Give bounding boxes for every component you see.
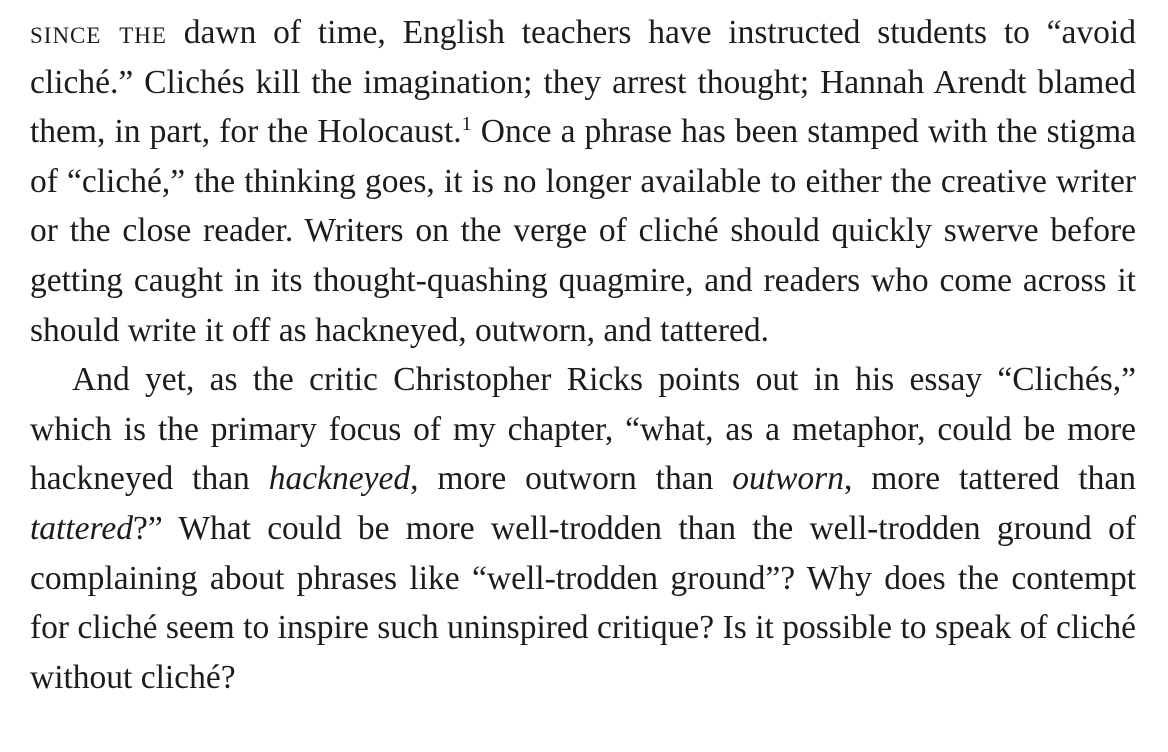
paragraph-1-text-2: Once a phrase has been stamped with the stigma of “cliché,” the thinking goes, it is no longer available to either the creative writer or the close reader. Writers on the verge of cliché should quickly swerve before getting caught in its thought-quashing quagmire, and readers who come across it should write it off as hackneyed, outworn, and tattered. [30,113,1136,349]
paragraph-2-text-3: , more tattered than [843,460,1136,498]
paragraph-2-text-1: And yet, as the critic Christopher Ricks points out in his essay “Clichés,” which is the primary focus of my chapter, “what, as a metaphor, could be more hackneyed than [30,361,1136,498]
footnote-reference: 1 [461,113,472,136]
italic-hackneyed: hackneyed [268,460,411,498]
paragraph-2-text-2: , more outworn than [410,460,733,498]
body-text [30,8,1136,702]
italic-tattered: tattered [30,509,133,547]
paragraph-1-text-1: dawn of time, English teachers have instructed students to “avoid cliché.” Clichés kill the imagination; they arrest thought; Hannah Arendt blamed them, in part, for the Holocaust. [30,14,1136,151]
paragraph-1 [30,8,1136,355]
paragraph-2 [30,355,1136,702]
paragraph-2-text-4: ?” What could be more well-trodden than the well-trodden ground of complaining about phrases like “well-trodden ground”? Why does the contempt for cliché seem to inspire such uninspired critique? Is it possible to speak of cliché without cliché? [30,509,1136,696]
italic-outworn: outworn [732,460,844,498]
lead-in-small-caps: since the [30,14,167,51]
